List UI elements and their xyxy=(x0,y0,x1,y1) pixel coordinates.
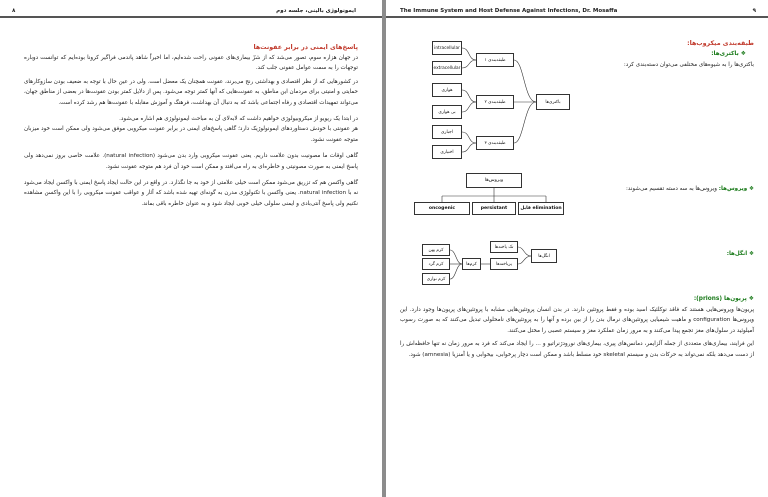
helminth-group-node: پریاخته‌ها xyxy=(490,258,518,270)
virus-type-node: oncogenic xyxy=(414,202,470,215)
page-number: ۹ xyxy=(752,8,756,14)
left-page xyxy=(0,0,382,497)
header-title: The Immune System and Host Defense Against Infections, Dr. Mosaffa xyxy=(400,8,618,14)
bacteria-root-node: باکتری‌ها xyxy=(536,94,570,110)
bacteria-type-node: اختیاری xyxy=(432,145,462,159)
paragraph: در جهان هزاره سوم، تصور می‌شد که از شرّ بیماری‌های عفونی راحت شده‌ایم، اما اخیراً شاهد پاندمی فراگیر کرونا بوده‌ایم که توانست دوباره توجهات را به سمت عوامل عفونی جلب کند. xyxy=(24,55,358,72)
paragraph: در کشورهایی که از نظر اقتصادی و بهداشتی رنج می‌برند، عفونت همچنان یک معضل است. ولی در عین حال با توجه به ضعیف بودن سازوکارهای حمایتی و امنیتی برای مردمان این مناطق، به عفونت‌هایی که آنها کمتر توجه می‌شود. پس از دلایل کمتر بودن عفونت‌ها در بعضی از مناطق جهان، می‌تواند تمهیدات اقتصادی و رفاه اجتماعی باشد که به دنبال آن بهداشت، فرهنگ و آموزش مقابله با عفونت‌ها هم رشد کرده است. xyxy=(24,78,358,106)
header-title: ایمونولوژی بالینی، جلسه دوم xyxy=(276,8,356,14)
classification-node: طبقه‌بندی ۳ xyxy=(476,136,514,150)
bacteria-type-node: extracellular xyxy=(432,61,462,75)
left-page-header xyxy=(0,4,382,18)
classification-node: طبقه‌بندی ۱ xyxy=(476,53,514,67)
section-title: طبقه‌بندی میکروب‌ها: xyxy=(687,40,754,47)
bacteria-type-node: هوازی xyxy=(432,83,462,97)
paragraph: در ابتدا یک ریویو از میکروبیولوژی خواهیم داشت که لابه‌لای آن به مباحث ایمونولوژی هم اشاره می‌شود. xyxy=(119,116,358,123)
page-number: ۸ xyxy=(12,8,16,14)
left-page-body xyxy=(24,42,358,209)
worm-type-node: کرم پهن xyxy=(422,244,450,256)
bacteria-text: باکتری‌ها را به شیوه‌های مختلفی می‌توان دسته‌بندی کرد: xyxy=(623,62,754,68)
bacteria-type-node: اجباری xyxy=(432,125,462,139)
classification-node: طبقه‌بندی ۲ xyxy=(476,95,514,109)
prion-heading: ❖ پریون‌ها (prions): xyxy=(693,296,754,302)
paragraph: هر عفونتی با خودش دستاوردهای ایمونولوژیک دارد؛ گاهی پاسخ‌های ایمنی در برابر عفونت میکروبی موفق می‌شود ولی ممکن است خود میزبان متوجه عفونت نشود. xyxy=(24,126,358,143)
section-title: پاسخ‌های ایمنی در برابر عفونت‌ها xyxy=(253,44,358,51)
bullet-icon: ❖ xyxy=(748,296,754,302)
helminth-root-node: انگل‌ها xyxy=(531,249,557,263)
right-page xyxy=(386,0,768,497)
bullet-icon: ❖ xyxy=(748,186,754,192)
prion-section xyxy=(400,294,754,360)
paragraph: گاهی اوقات ما مصونیت بدون علامت داریم. یعنی عفونت میکروبی وارد بدن می‌شود (natural infection). علامت خاصی بروز نمی‌دهد ولی پاسخ ایمنی به صورت مصونیتی و خاطره‌ای به راه می‌افتد و ممکن است خود آن فرد هم متوجه عفونت نشود. xyxy=(24,153,358,170)
bacteria-type-node: intracellular xyxy=(432,41,462,55)
helminth-subgroup-node: کرم‌ها xyxy=(462,258,481,270)
bacteria-heading: ❖ باکتری‌ها: xyxy=(711,51,746,57)
worm-type-node: کرم گرد xyxy=(422,258,450,270)
virus-heading: ویروس‌ها: xyxy=(718,186,748,192)
paragraph: این فرایند، بیماری‌های متعددی از جمله آلزایمر، دمانس‌های پیری، بیماری‌های نورودژنراتیو و ... را ایجاد می‌کند که فرد به مرور زمان نه تنها حافظه‌اش را از دست می‌دهد بلکه نمی‌تواند به حرکات بدن و سیستم skeletal خود مسلط باشد و ممکن است دچار پرخوابی، بیخوابی و یا آمنزیا (amnesia) شود. xyxy=(400,341,754,358)
paragraph: پریون‌ها ویروس‌هایی هستند که فاقد نوکلئیک اسید بوده و فقط پروتئین دارند. در بدن انسان پروتئین‌هایی مشابه با پروتئین‌های پریون‌ها وجود دارد. این ویروس‌ها configuration و ماهیت شیمیایی پروتئین‌های نرمال بدن را از بین برده و آنها را به پروتئین‌های نامحلولی تبدیل می‌کنند که به صورت رسوب آمیلوئید در سلول‌های مغز تجمع پیدا می‌کنند و به مرور زمان عملکرد مغز و سیستم عصبی را مختل می‌کنند. xyxy=(400,307,754,334)
bullet-icon: ❖ xyxy=(740,51,746,57)
paragraph: گاهی واکسن هم که تزریق می‌شود ممکن است خیلی علامتی از خود به جا نگذارد. در واقع در این حالت ایجاد پاسخ ایمنی با واکسن ایجاد می‌شود نه با natural infection. یعنی واکسن با تکنولوژی مدرن به گونه‌ای تهیه شده باشد که آثار و عواقب عفونت میکروبی را با این واکسن مشاهده نکنیم ولی پاسخ آنتی‌بادی و ایمنی سلولی خیلی خوبی ایجاد شود و به عنوان خاطره باقی بماند. xyxy=(24,180,358,207)
virus-type-node: persistant xyxy=(472,202,516,215)
bacteria-type-node: بی هوازی xyxy=(432,105,462,119)
virus-text: ویروس‌ها به سه دسته تقسیم می‌شوند: xyxy=(626,186,717,192)
helminth-heading: انگل‌ها: xyxy=(726,251,748,257)
worm-type-node: کرم نواری xyxy=(422,273,450,285)
helminth-group-node: تک یاخته‌ها xyxy=(490,241,518,253)
bullet-icon: ❖ xyxy=(748,251,754,257)
virus-root-node: ویروس‌ها xyxy=(466,173,522,188)
virus-type-node: قابل elimination xyxy=(518,202,564,215)
